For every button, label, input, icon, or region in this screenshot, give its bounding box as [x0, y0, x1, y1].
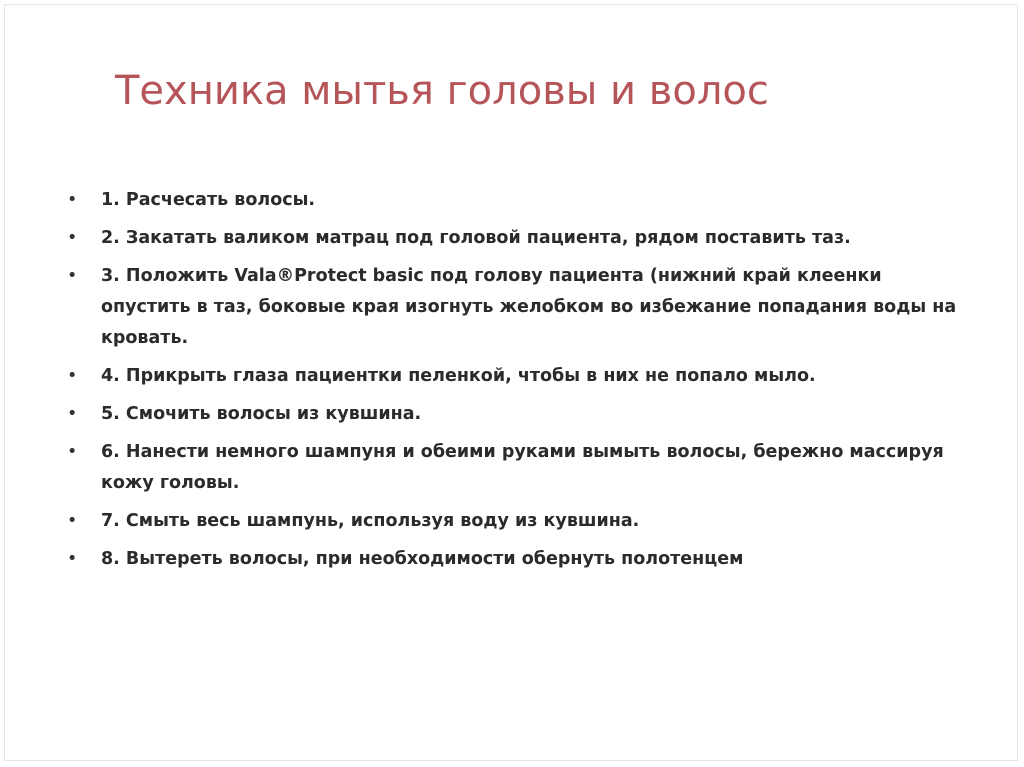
bullet-dot: •: [67, 190, 78, 210]
list-item-text: 4. Прикрыть глаза пациентки пеленкой, чтобы в них не попало мыло.: [101, 366, 816, 386]
list-item: [67, 185, 967, 216]
list-item-text: 2. Закатать валиком матрац под головой пациента, рядом поставить таз.: [101, 228, 851, 248]
bullet-dot: •: [67, 442, 78, 462]
bullet-dot: •: [67, 511, 78, 531]
list-item: [67, 399, 967, 430]
bullet-dot: •: [67, 266, 78, 286]
list-item-text: 5. Смочить волосы из кувшина.: [101, 404, 422, 424]
slide: [4, 4, 1018, 761]
bullet-list: [67, 185, 967, 582]
bullet-dot: •: [67, 228, 78, 248]
list-item: [67, 261, 967, 354]
list-item: [67, 544, 967, 575]
list-item-text: 7. Смыть весь шампунь, используя воду из кувшина.: [101, 511, 640, 531]
bullet-dot: •: [67, 404, 78, 424]
list-item-text: 3. Положить Vala®Protect basic под голову пациента (нижний край клеенки опустить в таз, боковые края изогнуть желобком во избежание попадания воды на кровать.: [101, 266, 957, 348]
bullet-dot: •: [67, 549, 78, 569]
slide-title: Техника мытья головы и волос: [115, 68, 769, 114]
bullet-dot: •: [67, 366, 78, 386]
list-item-text: 1. Расчесать волосы.: [101, 190, 316, 210]
list-item: [67, 223, 967, 254]
list-item-text: 6. Нанести немного шампуня и обеими руками вымыть волосы, бережно массируя кожу головы.: [101, 442, 944, 493]
list-item-text: 8. Вытереть волосы, при необходимости обернуть полотенцем: [101, 549, 744, 569]
list-item: [67, 437, 967, 499]
list-item: [67, 506, 967, 537]
list-item: [67, 361, 967, 392]
